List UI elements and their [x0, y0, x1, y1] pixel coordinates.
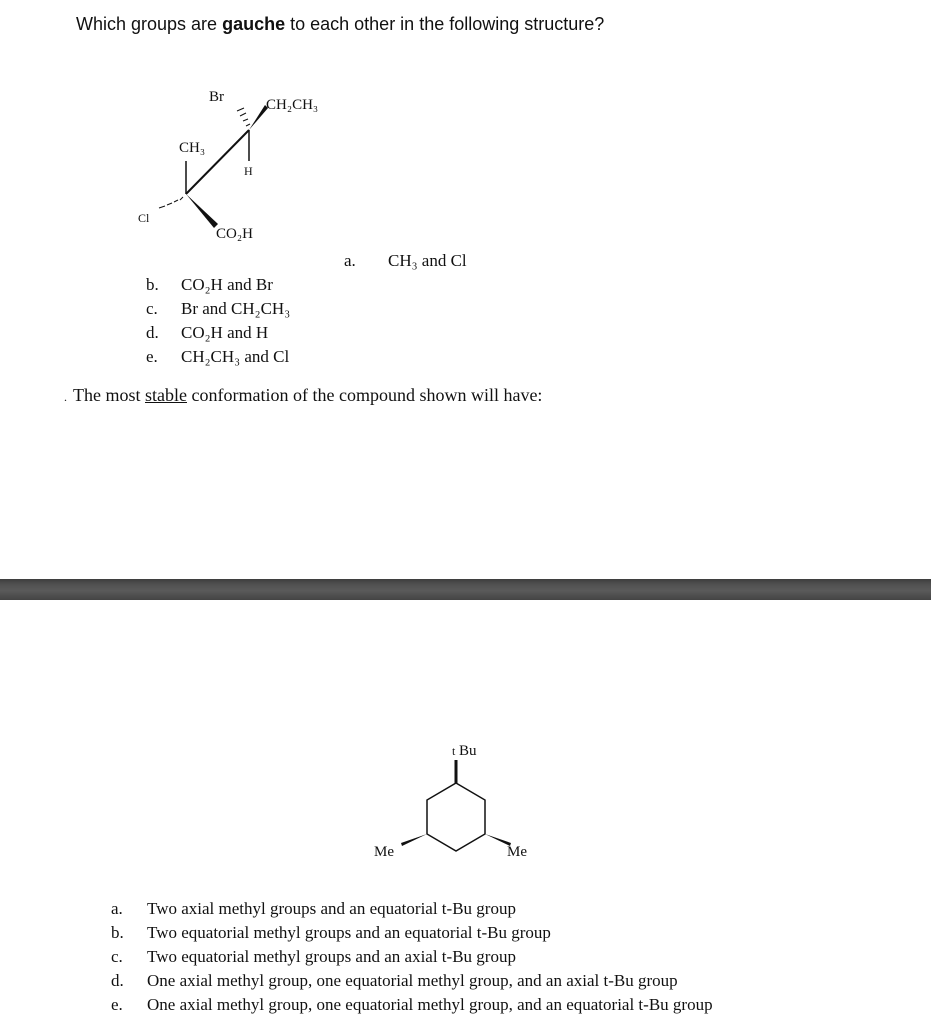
option-letter: b.	[146, 275, 159, 294]
option-letter: c.	[111, 947, 123, 966]
q2-option-a[interactable]	[111, 899, 516, 919]
option-text: Two axial methyl groups and an equatorial t-Bu group	[147, 899, 516, 918]
option-text: Br and CH₂CH₃	[181, 299, 291, 318]
option-letter: b.	[111, 923, 124, 942]
question-1-prefix: Which groups are	[76, 14, 223, 34]
wedge-bond-me-left	[401, 834, 427, 846]
option-text: CH₃ and Cl	[388, 251, 467, 270]
q2-option-e[interactable]	[111, 995, 713, 1015]
option-text: CH₂CH₃ and Cl	[181, 347, 290, 366]
option-text: CO₂H and Br	[181, 275, 273, 294]
option-letter: d.	[146, 323, 159, 342]
option-letter: a.	[111, 899, 123, 918]
option-text: CO₂H and H	[181, 323, 269, 342]
option-text: One axial methyl group, one equatorial methyl group, and an axial t-Bu group	[147, 971, 678, 990]
label-tbu-bu: Bu	[459, 743, 477, 759]
question-2-suffix: conformation of the compound shown will have:	[187, 385, 543, 405]
label-me-right: Me	[507, 844, 527, 860]
label-br: Br	[209, 89, 224, 105]
label-co2h: CO₂H	[216, 226, 253, 242]
option-letter: c.	[146, 299, 158, 318]
label-tbu-t: t	[452, 744, 456, 758]
label-me-left: Me	[374, 844, 394, 860]
option-text: One axial methyl group, one equatorial methyl group, and an equatorial t-Bu group	[147, 995, 713, 1014]
label-ch2ch3: CH₂CH₃	[266, 97, 319, 113]
question-1-bold-word: gauche	[222, 14, 286, 34]
question-2-bullet: .	[64, 390, 67, 404]
option-text: Two equatorial methyl groups and an equatorial t-Bu group	[147, 923, 551, 942]
option-text: Two equatorial methyl groups and an axial t-Bu group	[147, 947, 516, 966]
option-letter: e.	[146, 347, 158, 366]
question-2-prefix: The most	[73, 385, 145, 405]
label-cl: Cl	[138, 211, 150, 225]
option-letter: a.	[344, 251, 356, 270]
label-ch3: CH₃	[179, 140, 206, 156]
q2-option-c[interactable]	[111, 947, 516, 967]
label-h: H	[244, 164, 253, 178]
question-2-underlined-word: stable	[145, 385, 187, 405]
question-1-suffix: to each other in the following structure?	[285, 14, 605, 34]
option-letter: d.	[111, 971, 124, 990]
option-letter: e.	[111, 995, 123, 1014]
cyclohexane-ring	[427, 783, 485, 851]
q2-option-d[interactable]	[111, 971, 678, 991]
q2-option-b[interactable]	[111, 923, 551, 943]
